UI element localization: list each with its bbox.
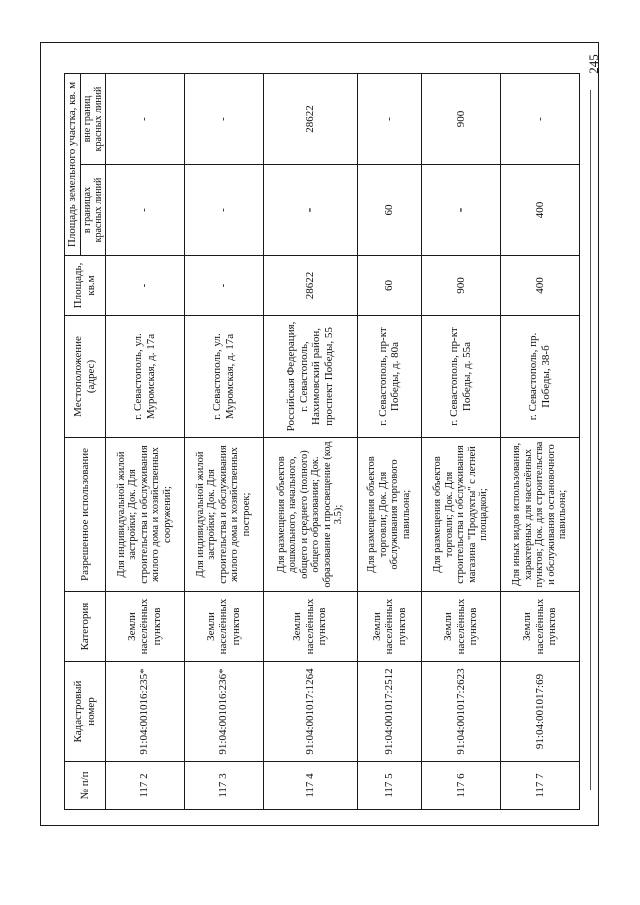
cell-inside: 60 (357, 165, 421, 256)
land-plots-table (64, 73, 580, 810)
cell-num: 117 5 (357, 762, 421, 810)
header-location: Местоположение (адрес) (65, 316, 106, 438)
cell-category: Земли населённых пунктов (105, 592, 184, 662)
cell-cadastral: 91:04:001016:236* (184, 662, 263, 762)
header-num: № п/п (65, 762, 106, 810)
header-category: Категория (65, 592, 106, 662)
cell-permitted-use: Для индивидуальной жилой застройки; Док. Для строительства и обслуживания жилого дома и хозяйственных построек; (184, 438, 263, 592)
cell-area: 900 (421, 256, 500, 316)
header-outside-red-lines: вне границ красных линий (80, 73, 105, 164)
cell-permitted-use: Для иных видов использования, характерных для населённых пунктов; Док. для строительства и обслуживания остановочного павильона; (500, 438, 579, 592)
cell-area: 400 (500, 256, 579, 316)
header-cadastral: Кадастровый номер (65, 662, 106, 762)
cell-location: Российская Федерация, г. Севастополь, Нахимовский район, проспект Победы, 55 (263, 316, 357, 438)
cell-category: Земли населённых пунктов (184, 592, 263, 662)
cell-outside: - (184, 73, 263, 164)
header-permitted-use: Разрешенное использование (65, 438, 106, 592)
cell-area: 28622 (263, 256, 357, 316)
footer-rule (590, 90, 591, 790)
cell-permitted-use: Для размещения объектов дошкольного, начального, общего и среднего (полного) общего образования; Док. образование и просвещение (код 3.5); (263, 438, 357, 592)
header-area: Площадь, кв.м (65, 256, 106, 316)
cell-area: 60 (357, 256, 421, 316)
cell-outside: - (357, 73, 421, 164)
cell-category: Земли населённых пунктов (421, 592, 500, 662)
cell-outside: 28622 (263, 73, 357, 164)
table-row (184, 73, 263, 809)
cell-permitted-use: Для размещения объектов торговли; Док. Для строительства и обслуживания магазина "Продукты" с летней площадкой; (421, 438, 500, 592)
header-inside-red-lines: в границах красных линий (80, 165, 105, 256)
cell-inside: - (263, 165, 357, 256)
header-land-area: Площадь земельного участка, кв. м (65, 73, 81, 255)
cell-num: 117 6 (421, 762, 500, 810)
cell-cadastral: 91:04:001017:2623 (421, 662, 500, 762)
cell-inside: 400 (500, 165, 579, 256)
cell-cadastral: 91:04:001017:69 (500, 662, 579, 762)
header-row (65, 73, 81, 809)
cell-location: г. Севастополь, пр. Победы, 38-б (500, 316, 579, 438)
cell-cadastral: 91:04:001016:235* (105, 662, 184, 762)
cell-area: - (184, 256, 263, 316)
table-row (357, 73, 421, 809)
cell-num: 117 4 (263, 762, 357, 810)
cell-location: г. Севастополь, ул. Муромская, д. 17а (105, 316, 184, 438)
cell-cadastral: 91:04:001017:1264 (263, 662, 357, 762)
cell-num: 117 2 (105, 762, 184, 810)
cell-location: г. Севастополь, пр-кт Победы, д. 80а (357, 316, 421, 438)
cell-outside: - (105, 73, 184, 164)
cell-permitted-use: Для индивидуальной жилой застройки; Док. Для строительства и обслуживания жилого дома и хозяйственных сооружений; (105, 438, 184, 592)
cell-location: г. Севастополь, пр-кт Победы, д. 55а (421, 316, 500, 438)
cell-outside: - (500, 73, 579, 164)
rotated-table-wrapper (64, 74, 580, 810)
cell-permitted-use: Для размещения объектов торговли; Док. Для обслуживания торгового павильона; (357, 438, 421, 592)
table-row (105, 73, 184, 809)
cell-inside: - (421, 165, 500, 256)
cell-location: г. Севастополь, ул. Муромская, д. 17а (184, 316, 263, 438)
cell-cadastral: 91:04:001017:2512 (357, 662, 421, 762)
cell-category: Земли населённых пунктов (263, 592, 357, 662)
cell-num: 117 7 (500, 762, 579, 810)
cell-area: - (105, 256, 184, 316)
cell-inside: - (105, 165, 184, 256)
cell-category: Земли населённых пунктов (357, 592, 421, 662)
cell-num: 117 3 (184, 762, 263, 810)
table-row (263, 73, 357, 809)
cell-outside: 900 (421, 73, 500, 164)
table-row (500, 73, 579, 809)
cell-category: Земли населённых пунктов (500, 592, 579, 662)
table-row (421, 73, 500, 809)
page-number: 245 (586, 54, 601, 74)
cell-inside: - (184, 165, 263, 256)
